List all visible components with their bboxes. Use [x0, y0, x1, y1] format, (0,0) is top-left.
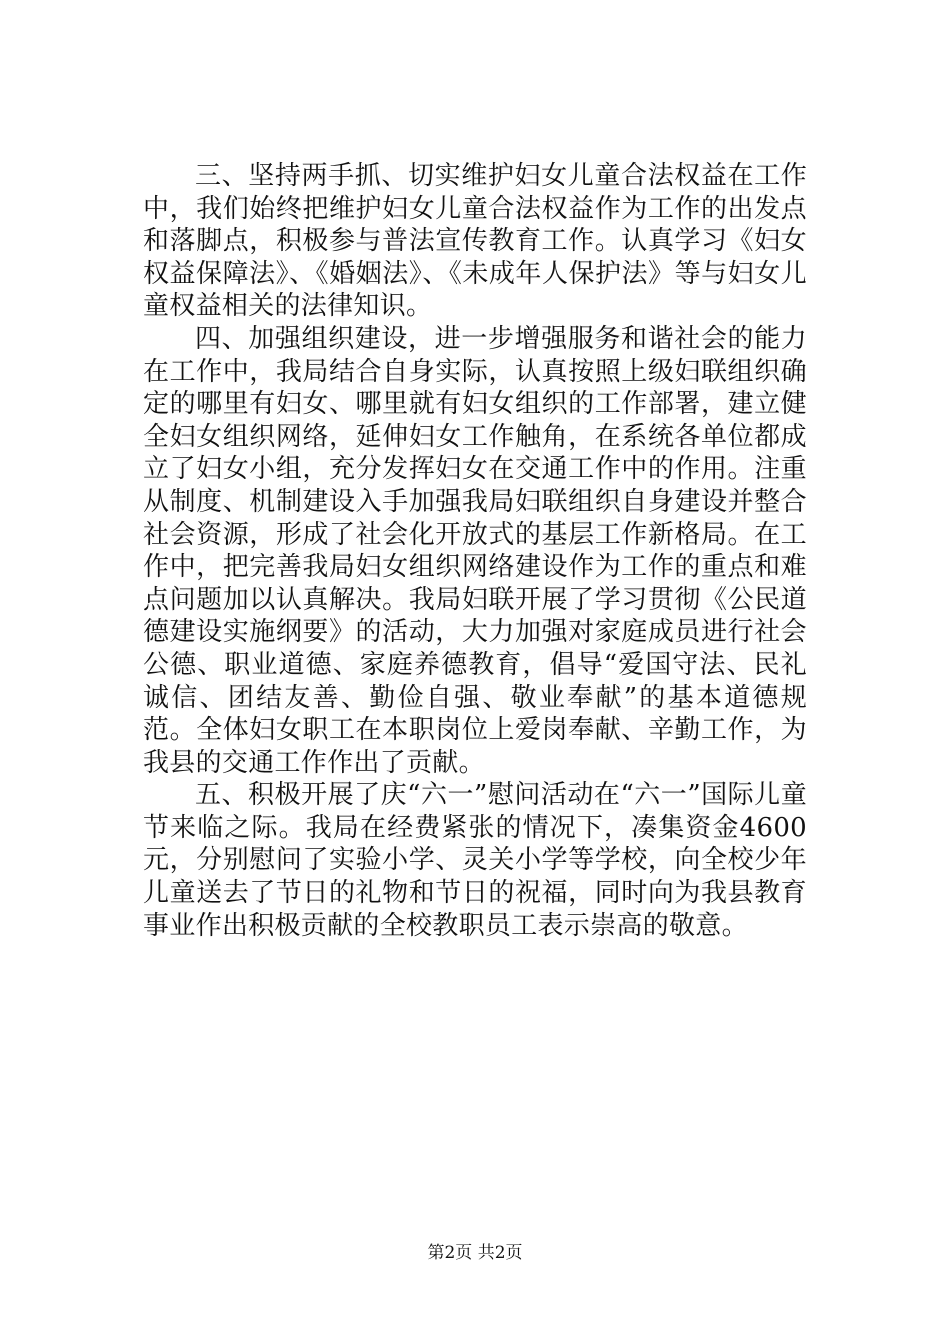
paragraph-section-three: 三、坚持两手抓、切实维护妇女儿童合法权益在工作中，我们始终把维护妇女儿童合法权益作为工作的出发点和落脚点，积极参与普法宣传教育工作。认真学习《妇女权益保障法》、《婚姻法》、《未成年人保护法》等与妇女儿童权益相关的法律知识。 — [143, 161, 807, 322]
paragraph-section-five: 五、积极开展了庆“六一”慰问活动在“六一”国际儿童节来临之际。我局在经费紧张的情况下，凑集资金4600元，分别慰问了实验小学、灵关小学等学校，向全校少年儿童送去了节日的礼物和节日的祝福，同时向为我县教育事业作出积极贡献的全校教职员工表示崇高的敬意。 — [143, 780, 807, 941]
paragraph-section-four: 四、加强组织建设，进一步增强服务和谐社会的能力在工作中，我局结合自身实际，认真按照上级妇联组织确定的哪里有妇女、哪里就有妇女组织的工作部署，建立健全妇女组织网络，延伸妇女工作触角，在系统各单位都成立了妇女小组，充分发挥妇女在交通工作中的作用。注重从制度、机制建设入手加强我局妇联组织自身建设并整合社会资源，形成了社会化开放式的基层工作新格局。在工作中，把完善我局妇女组织网络建设作为工作的重点和难点问题加以认真解决。我局妇联开展了学习贯彻《公民道德建设实施纲要》的活动，大力加强对家庭成员进行社会公德、职业道德、家庭养德教育，倡导“爱国守法、民礼诚信、团结友善、勤俭自强、敬业奉献”的基本道德规范。全体妇女职工在本职岗位上爱岗奉献、辛勤工作，为我县的交通工作作出了贡献。 — [143, 323, 807, 778]
document-body — [143, 160, 807, 942]
page-number-footer: 第2页 共2页 — [427, 1243, 523, 1263]
